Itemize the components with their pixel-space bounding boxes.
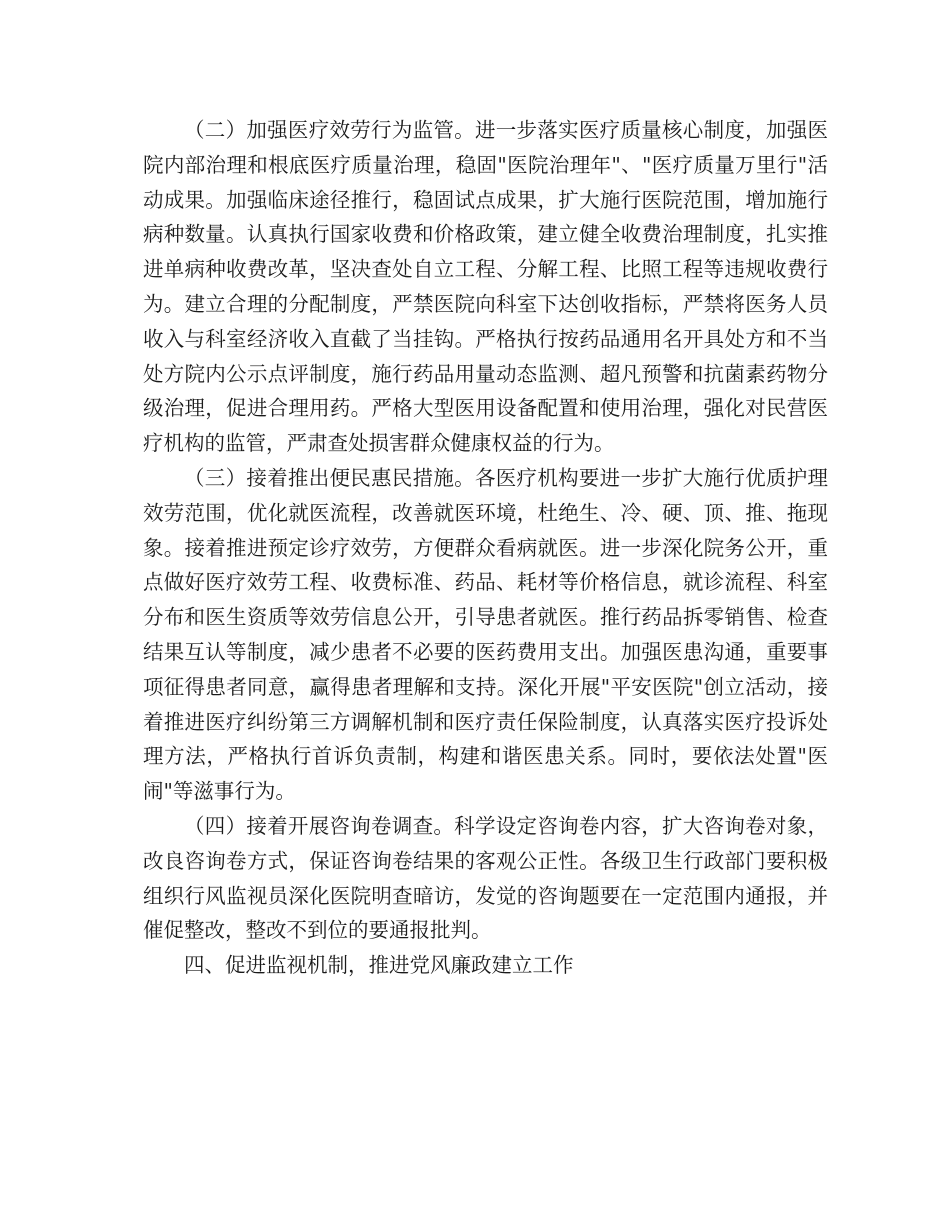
paragraph-convenience-measures: （三）接着推出便民惠民措施。各医疗机构要进一步扩大施行优质护理效劳范围，优化就医流程，改善就医环境，杜绝生、冷、硬、顶、推、拖现象。接着推进预定诊疗效劳，方便群众看病就医。进一步深化院务公开，重点做好医疗效劳工程、收费标准、药品、耗材等价格信息，就诊流程、科室分布和医生资质等效劳信息公开，引导患者就医。推行药品拆零销售、检查结果互认等制度，减少患者不必要的医药费用支出。加强医患沟通，重要事项征得患者同意，赢得患者理解和支持。深化开展"平安医院"创立活动，接着推进医疗纠纷第三方调解机制和医疗责任保险制度，认真落实医疗投诉处理方法，严格执行首诉负责制，构建和谐医患关系。同时，要依法处置"医闹"等滋事行为。 — [143, 465, 828, 804]
document-body — [143, 113, 828, 983]
paragraph-supervision: （二）加强医疗效劳行为监管。进一步落实医疗质量核心制度，加强医院内部治理和根底医疗质量治理，稳固"医院治理年"、"医疗质量万里行"活动成果。加强临床途径推行，稳固试点成果，扩大施行医院范围，增加施行病种数量。认真执行国家收费和价格政策，建立健全收费治理制度，扎实推进单病种收费改革，坚决查处自立工程、分解工程、比照工程等违规收费行为。建立合理的分配制度，严禁医院向科室下达创收指标，严禁将医务人员收入与科室经济收入直截了当挂钩。严格执行按药品通用名开具处方和不当处方院内公示点评制度，施行药品用量动态监测、超凡预警和抗菌素药物分级治理，促进合理用药。严格大型医用设备配置和使用治理，强化对民营医疗机构的监管，严肃查处损害群众健康权益的行为。 — [143, 118, 828, 456]
section-heading: 四、促进监视机制，推进党风廉政建立工作 — [184, 953, 574, 978]
paragraph-questionnaire: （四）接着开展咨询卷调查。科学设定咨询卷内容，扩大咨询卷对象，改良咨询卷方式，保证咨询卷结果的客观公正性。各级卫生行政部门要积极组织行风监视员深化医院明查暗访，发觉的咨询题要在一定范围内通报，并催促整改，整改不到位的要通报批判。 — [143, 813, 828, 943]
